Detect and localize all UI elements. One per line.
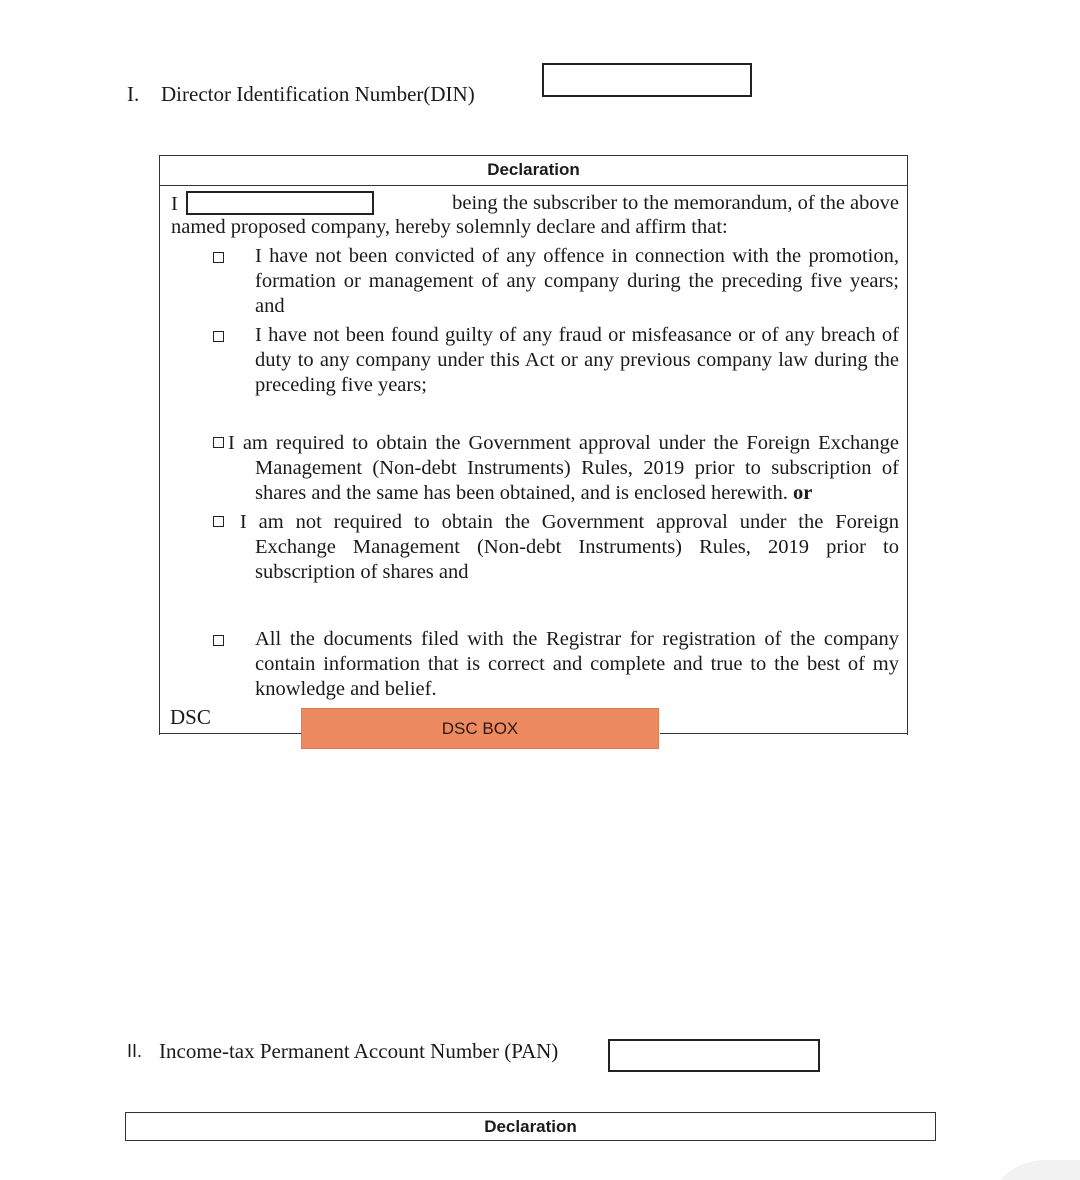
pan-row <box>127 1039 558 1064</box>
declaration-header: Declaration <box>160 156 907 186</box>
item-documents-correct: All the documents filed with the Registrar for registration of the company contain information that is correct and complete and true to the best of my knowledge and belief. <box>255 628 899 700</box>
subscriber-name-input[interactable] <box>186 191 374 215</box>
checkbox-approval-not-required[interactable] <box>213 516 224 527</box>
din-label: Director Identification Number(DIN) <box>161 82 475 106</box>
intro-prefix: I <box>171 193 178 215</box>
pan-input-box[interactable] <box>608 1039 820 1072</box>
page-corner-shadow <box>985 1160 1080 1180</box>
item-approval-required-wrap <box>213 431 899 506</box>
dsc-line-right <box>660 733 908 734</box>
item-not-guilty: I have not been found guilty of any fraud or misfeasance or of any breach of duty to any company under this Act or any previous company law during the preceding five years; <box>255 324 899 396</box>
declaration-box-2 <box>125 1112 936 1141</box>
dsc-line-left <box>159 733 301 734</box>
dsc-signature-box[interactable]: DSC BOX <box>301 708 659 749</box>
item-approval-not-required: I am not required to obtain the Government approval under the Foreign Exchange Management (Non-debt Instruments) Rules, 2019 prior to subscription of shares and <box>239 511 900 583</box>
section-numeral: I. <box>127 82 140 106</box>
intro-line-2: named proposed company, hereby solemnly declare and affirm that: <box>171 216 728 238</box>
declaration-header-2: Declaration <box>484 1117 577 1136</box>
intro-line-1 <box>171 191 899 217</box>
checkbox-not-guilty[interactable] <box>213 331 224 342</box>
or-connector: or <box>792 482 813 504</box>
checkbox-documents-correct[interactable] <box>213 635 224 646</box>
dsc-label: DSC <box>170 705 211 729</box>
intro-suffix: being the subscriber to the memorandum, of the above <box>452 192 899 214</box>
item-approval-not-required-wrap <box>213 510 899 585</box>
checkbox-approval-required[interactable] <box>213 437 224 448</box>
din-input-box[interactable] <box>542 63 752 97</box>
pan-label: Income-tax Permanent Account Number (PAN) <box>159 1039 559 1063</box>
item-approval-required: I am required to obtain the Government approval under the Foreign Exchange Management (Non-debt Instruments) Rules, 2019 prior to subscription of shares and the same has been obtained, and is enclosed herewith. <box>228 432 899 504</box>
checkbox-not-convicted[interactable] <box>213 252 224 263</box>
item-not-convicted: I have not been convicted of any offence in connection with the promotion, formation or management of any company during the preceding five years; and <box>255 245 899 317</box>
section-numeral-2: II. <box>127 1041 143 1061</box>
din-row <box>127 82 475 107</box>
